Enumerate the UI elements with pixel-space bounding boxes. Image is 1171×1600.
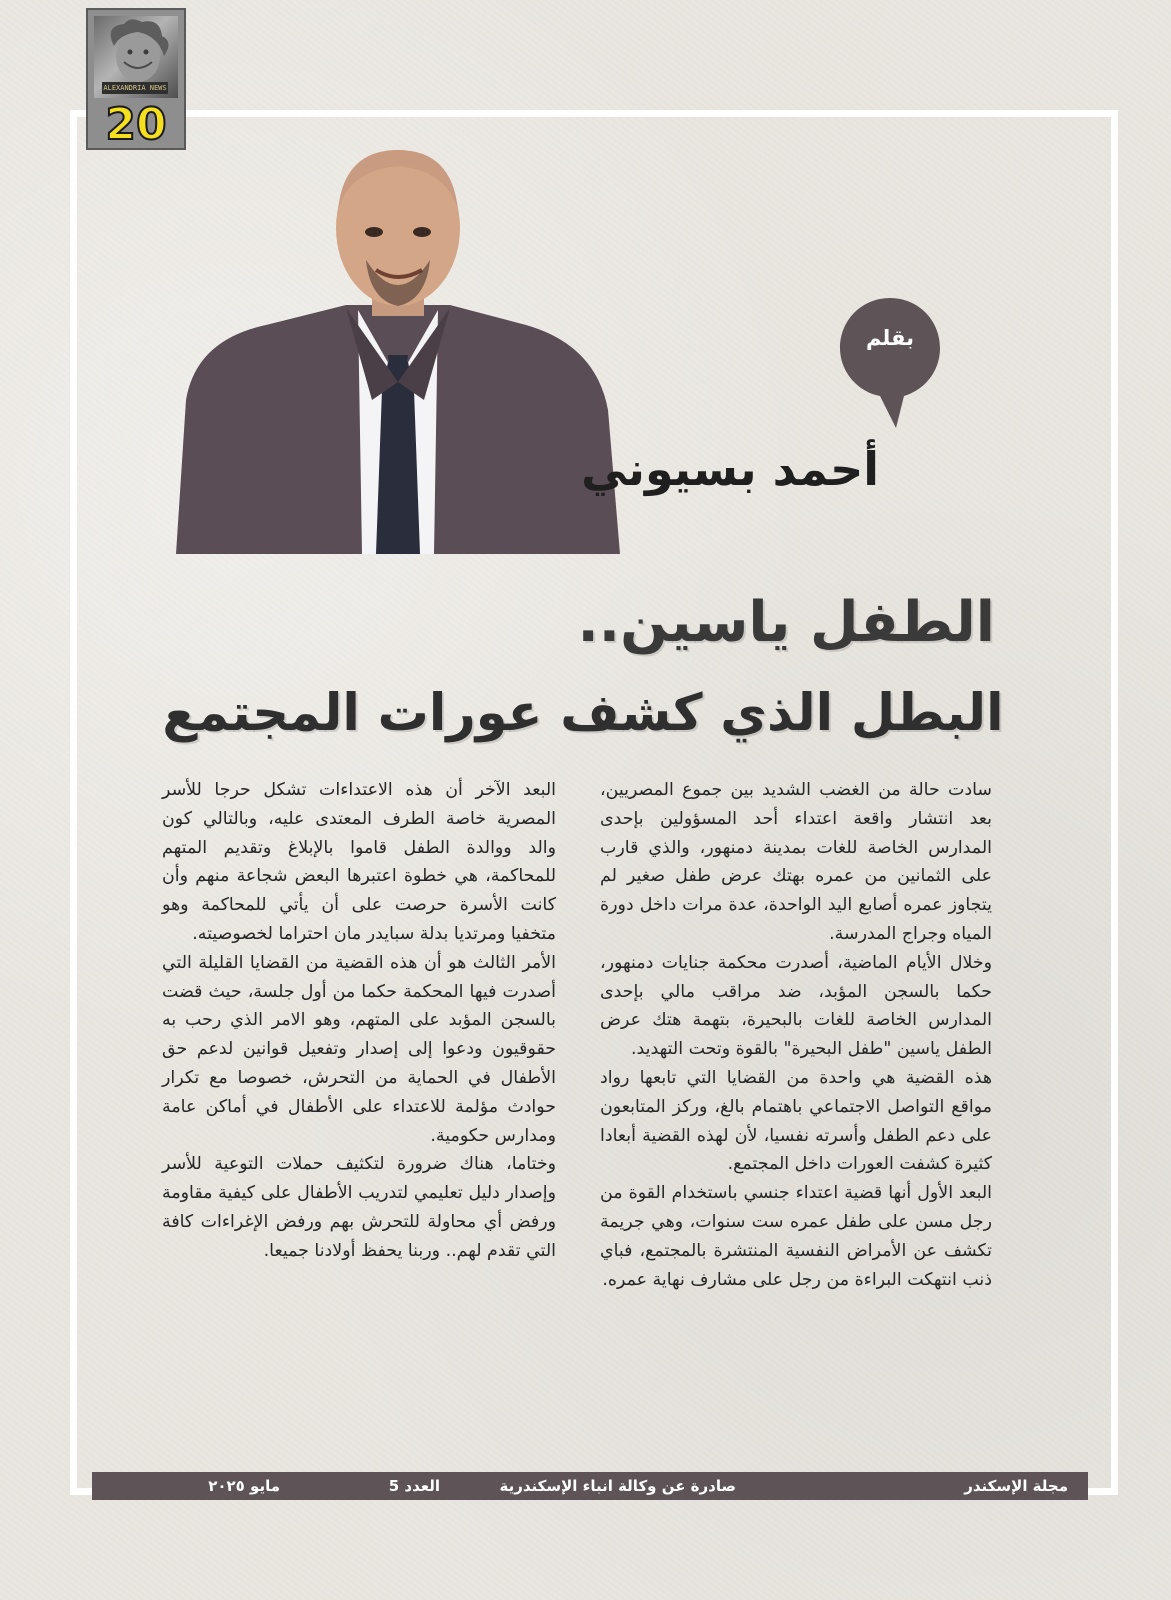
- footer-issue: العدد 5: [388, 1477, 440, 1495]
- paragraph: سادت حالة من الغضب الشديد بين جموع المصريين، بعد انتشار واقعة اعتداء أحد المسؤولين بإحدى المدارس الخاصة للغات بمدينة دمنهور، والذي قارب على الثمانين من عمره بهتك عرض طفل صغير لم يتجاوز عمره أصابع اليد الواحدة، عدة مرات داخل دورة المياه وجراج المدرسة.: [600, 780, 992, 944]
- footer-bar: [92, 1472, 1088, 1500]
- page-number: 20: [105, 99, 167, 150]
- headline-line1: الطفل ياسين..: [577, 590, 995, 655]
- paragraph: الأمر الثالث هو أن هذه القضية من القضايا القليلة التي أصدرت فيها المحكمة حكما من أول جلسة، حيث قضت بالسجن المؤبد على المتهم، وهو الامر الذي رحب به حقوقيون ودعوا إلى إصدار وتفعيل قوانين لدعم حق الأطفال في الحماية من التحرش، خصوصا مع تكرار حوادث مؤلمة للاعتداء على الأطفال في أماكن عامة ومدارس حكومية.: [162, 952, 556, 1146]
- byline-label: بقلم: [865, 326, 915, 350]
- speech-bubble-icon: [838, 296, 942, 430]
- footer-magazine: مجلة الإسكندر: [964, 1477, 1068, 1495]
- paragraph: البعد الآخر أن هذه الاعتداءات تشكل حرجا للأسر المصرية خاصة الطرف المعتدى عليه، وبالتالي كون والد ووالدة الطفل قاموا بالإبلاغ وتقديم المتهم للمحاكمة، هي خطوة اعتبرها البعض شجاعة منهم وأن كانت الأسرة حرصت على أن يأتي للمحاكمة وهو متخفيا ومرتديا بدلة سبايدر مان احتراما لخصوصيته.: [162, 780, 556, 944]
- footer-publisher: صادرة عن وكالة انباء الإسكندرية: [499, 1477, 736, 1495]
- footer-date: مايو ٢٠٢٥: [208, 1477, 280, 1495]
- page-number-badge: [86, 8, 186, 150]
- author-name: أحمد بسيوني: [581, 442, 879, 496]
- author-photo: [176, 150, 620, 554]
- article-column-right: [600, 776, 992, 1294]
- headline-line2: البطل الذي كشف عورات المجتمع: [162, 684, 1004, 743]
- paragraph: هذه القضية هي واحدة من القضايا التي تابعها رواد مواقع التواصل الاجتماعي باهتمام بالغ، وركز المتابعون على دعم الطفل وأسرته نفسيا، لأن لهذه القضية أبعادا كثيرة كشفت العورات داخل المجتمع.: [600, 1067, 992, 1175]
- paragraph: وخلال الأيام الماضية، أصدرت محكمة جنايات دمنهور، حكما بالسجن المؤبد، ضد مراقب مالي بإحدى المدارس الخاصة للغات بالبحيرة، بتهمة هتك عرض الطفل ياسين "طفل البحيرة" بالقوة وتحت التهديد.: [600, 952, 992, 1060]
- article-column-left: [162, 776, 556, 1266]
- badge-caption: ALEXANDRIA NEWS: [103, 84, 167, 92]
- paragraph: البعد الأول أنها قضية اعتداء جنسي باستخدام القوة من رجل مسن على طفل عمره ست سنوات، وهي جريمة تكشف عن الأمراض النفسية المنتشرة بالمجتمع، فباي ذنب انتهكت البراءة من رجل على مشارف نهاية عمره.: [600, 1183, 992, 1290]
- paragraph: وختاما، هناك ضرورة لتكثيف حملات التوعية للأسر وإصدار دليل تعليمي لتدريب الأطفال على كيفية مقاومة ورفض أي محاولة للتحرش بهم ورفض الإغراءات كافة التي تقدم لهم.. وربنا يحفظ أولادنا جميعا.: [162, 1154, 556, 1261]
